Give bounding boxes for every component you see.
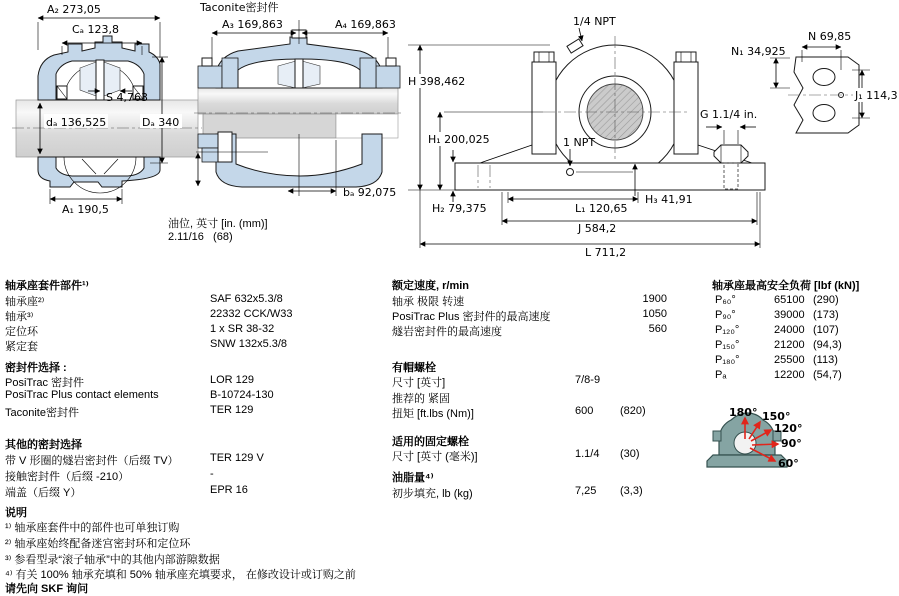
dim-label-a2: A₂ 273,05 [47, 3, 101, 16]
load-row: P₁₈₀° 25500 (113) [715, 354, 838, 366]
spec-row: 初步填充, lb (kg) 7,25 (3,3) [392, 485, 643, 500]
spec-row: 轴承³⁾ 22332 CCK/W33 [5, 308, 293, 323]
note-footer: 请先向 SKF 询问 [5, 583, 89, 595]
spec-row: PosiTrac Plus 密封件的最高速度 1050 [392, 308, 667, 323]
spec-row: 轴承 极限 转速 1900 [392, 293, 667, 308]
note-item: ³⁾ 参看型录“滚子轴承”中的其他内部游隙数据 [5, 554, 220, 566]
dim-label-g: G 1.1/4 in. [700, 108, 758, 121]
spec-row: 接触密封件（后缀 -210） - [5, 468, 214, 483]
side-elevation-drawing [406, 15, 765, 259]
dim-label-j: J 584,2 [578, 222, 617, 235]
spec-row: PosiTrac Plus contact elements B-10724-130 [5, 389, 274, 401]
dim-label-da-housing: Dₐ 340 [142, 116, 180, 129]
dim-label-n1: N₁ 34,925 [731, 45, 786, 58]
dim-label-n: N 69,85 [808, 30, 852, 43]
npt-one-label: 1 NPT [563, 136, 596, 149]
oil-level-value: 2.11/16 (68) [168, 231, 233, 243]
notes-title: 说明 [5, 507, 27, 519]
dim-label-da-shaft: dₐ 136,525 [46, 116, 107, 129]
note-item: ⁴⁾ 有关 100% 轴承充填和 50% 轴承座充填要求， 在修改设计或订购之前 [5, 569, 356, 581]
svg-text:120°: 120° [774, 422, 803, 435]
svg-text:60°: 60° [778, 457, 799, 470]
spec-row: 尺寸 [英寸] 7/8-9 [392, 374, 601, 389]
load-row: P₁₂₀° 24000 (107) [715, 324, 839, 336]
load-row: Pₐ 12200 (54,7) [715, 369, 842, 381]
dim-label-h: H 398,462 [408, 75, 466, 88]
shaft [198, 88, 398, 114]
oil-level-label: 油位, 英寸 [in. (mm)] [168, 218, 268, 230]
spec-row: 定位环 1 x SR 38-32 [5, 323, 275, 338]
technical-drawings [0, 0, 899, 270]
dim-label-a3: A₃ 169,863 [222, 18, 283, 31]
spec-row: 尺寸 [英寸 (毫米)] 1.1/4 (30) [392, 448, 640, 463]
speeds-section-title: 额定速度, r/min [392, 280, 470, 292]
dim-label-h3: H₃ 41,91 [645, 193, 693, 206]
note-item: ²⁾ 轴承座始终配备迷宫密封环和定位环 [5, 538, 191, 550]
svg-text:180°: 180° [729, 406, 758, 419]
spec-row: 带 V 形圈的燧岩密封件（后缀 TV） TER 129 V [5, 452, 264, 467]
load-direction-diagram [705, 405, 815, 490]
dim-label-a1: A₁ 190,5 [62, 203, 109, 216]
dim-label-ba: bₐ 92,075 [343, 186, 397, 199]
spec-row: Taconite密封件 TER 129 [5, 404, 254, 419]
svg-text:150°: 150° [762, 410, 791, 423]
bolt-hole [813, 105, 835, 122]
attach-bolts-section-title: 适用的固定螺栓 [392, 436, 469, 448]
npt-quarter-label: 1/4 NPT [573, 15, 616, 28]
spec-row: 端盖（后缀 Y） EPR 16 [5, 484, 248, 499]
spec-row: 紧定套 SNW 132x5.3/8 [5, 338, 288, 353]
dim-label-s: S 4,763 [106, 91, 148, 104]
spec-row: 燧岩密封件的最高速度 560 [392, 323, 667, 338]
spec-row: 轴承座²⁾ SAF 632x5.3/8 [5, 293, 283, 308]
spec-row: 推荐的 紧固 [392, 393, 451, 405]
dim-label-h1: H₁ 200,025 [428, 133, 490, 146]
other-seals-section-title: 其他的密封选择 [5, 439, 82, 451]
loads-section-title: 轴承座最高安全负荷 [lbf (kN)] [712, 280, 860, 292]
seals-section-title: 密封件选择 : [5, 362, 67, 374]
taconite-section-drawing [194, 0, 402, 199]
spec-row: 扭矩 [ft.lbs (Nm)] 600 (820) [392, 405, 646, 420]
load-row: P₆₀° 65100 (290) [715, 294, 839, 306]
front-section-drawing [12, 3, 202, 216]
dim-label-l: L 711,2 [585, 246, 627, 259]
load-row: P₁₅₀° 21200 (94,3) [715, 339, 842, 351]
dim-label-h2: H₂ 79,375 [432, 202, 487, 215]
note-item: ¹⁾ 轴承座套件中的部件也可单独订购 [5, 522, 180, 534]
parts-section-title: 轴承座套件部件¹⁾ [5, 280, 89, 292]
cap-bolts-section-title: 有帽螺栓 [392, 362, 436, 374]
svg-text:90°: 90° [781, 437, 802, 450]
dim-label-l1: L₁ 120,65 [575, 202, 628, 215]
grease-section-title: 油脂量⁴⁾ [392, 472, 434, 484]
dim-label-a4: A₄ 169,863 [335, 18, 396, 31]
load-row: P₉₀° 39000 (173) [715, 309, 839, 321]
taconite-title: Taconite密封件 [200, 1, 279, 14]
spec-row: PosiTrac 密封件 LOR 129 [5, 374, 255, 389]
dim-label-ca: Cₐ 123,8 [72, 23, 119, 36]
dim-label-j1: J₁ 114,3 [855, 89, 898, 102]
bolt-hole [813, 69, 835, 86]
